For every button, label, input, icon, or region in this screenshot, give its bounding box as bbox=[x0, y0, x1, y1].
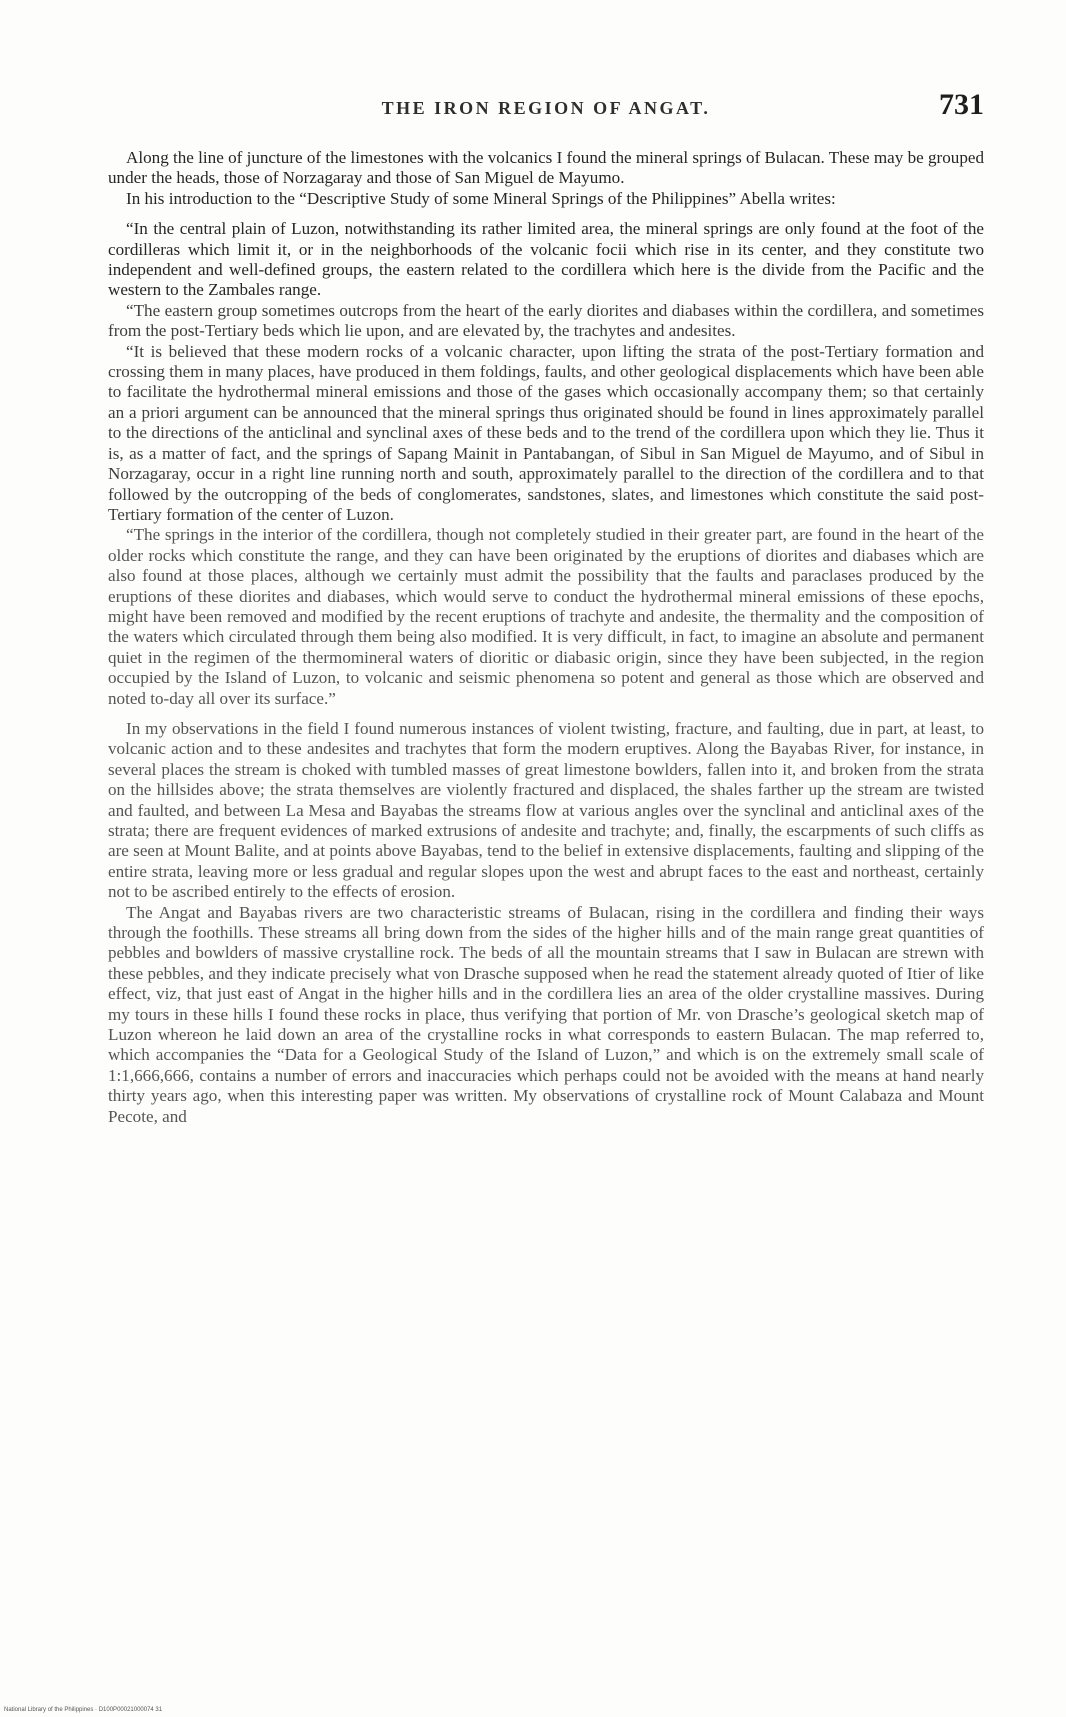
running-title: THE IRON REGION OF ANGAT. bbox=[381, 98, 711, 118]
page-header bbox=[108, 88, 984, 128]
body-text bbox=[108, 148, 984, 1127]
quote-central-plain: “In the central plain of Luzon, notwithstanding its rather limited area, the mineral springs are only found at the foot of the cordilleras which limit it, or in the neighborhoods of the volcanic focii which rise in its center, and they constitute two independent and well-defined groups, the eastern related to the cordillera which here is the divide from the Pacific and the western to the Zambales range. bbox=[108, 219, 984, 300]
library-footer: National Library of the Philippines · D100P00021000074 31 bbox=[4, 1707, 163, 1713]
paragraph-field-observations: In my observations in the field I found numerous instances of violent twisting, fracture, and faulting, due in part, at least, to volcanic action and to these andesites and trachytes that form the modern eruptives. Along the Bayabas River, for instance, in several places the stream is choked with tumbled masses of great limestone bowlders, fallen into it, and broken from the strata on the hillsides above; the strata themselves are violently fractured and displaced, the shales farther up the stream are twisted and faulted, and between La Mesa and Bayabas the streams flow at various angles over the synclinal and anticlinal axes of the strata; there are frequent evidences of marked extrusions of andesite and trachyte; and, finally, the escarpments of such cliffs as are seen at Mount Balite, and at points above Bayabas, tend to the belief in extensive displacements, faulting and slipping of the entire strata, leaving more or less gradual and regular slopes upon the west and abrupt faces to the east and northeast, certainly not to be ascribed entirely to the effects of erosion. bbox=[108, 718, 984, 902]
quote-eastern-group: “The eastern group sometimes outcrops from the heart of the early diorites and diabases within the cordillera, and sometimes from the post-Tertiary beds which lie upon, and are elevated by, the trachytes and andesites. bbox=[108, 300, 984, 341]
quote-springs-interior: “The springs in the interior of the cordillera, though not completely studied in their greater part, are found in the heart of the older rocks which constitute the range, and they can have been originated by the eruptions of diorites and diabases which are also found at those places, although we certainly must admit the possibility that the faults and paraclases produced by the eruptions of these diorites and diabases, which would serve to conduct the hydrothermal mineral emissions of these epochs, might have been removed and modified by the recent eruptions of trachyte and andesite, the thermality and the composition of the waters which circulated through them being also modified. It is very difficult, in fact, to imagine an absolute and permanent quiet in the regimen of the thermomineral waters of dioritic or diabasic origin, since they have been subjected, in the region occupied by the Island of Luzon, to volcanic and seismic phenomena so potent and general as those which are observed and noted to-day all over its surface.” bbox=[108, 525, 984, 708]
page-number: 731 bbox=[939, 88, 984, 121]
paragraph-abella-intro: In his introduction to the “Descriptive Study of some Mineral Springs of the Philippines” Abella writes: bbox=[126, 188, 836, 208]
quote-modern-rocks: “It is believed that these modern rocks of a volcanic character, upon lifting the strata of the post-Tertiary formation and crossing them in many places, have produced in them foldings, faults, and other geological displacements which have been able to facilitate the hydrothermal mineral emissions and those of the gases which occasionally accompany them; so that certainly an a priori argument can be announced that the mineral springs thus originated should be found in lines approximately parallel to the directions of the anticlinal and synclinal axes of these beds and to the trend of the cordillera upon which they lie. Thus it is, as a matter of fact, and the springs of Sapang Mainit in Pantabangan, of Sibul in San Miguel de Mayumo, and of Sibul in Norzagaray, occur in a right line running north and south, approximately parallel to the direction of the cordillera and to that followed by the outcropping of the beds of conglomerates, sandstones, slates, and limestones which constitute the said post-Tertiary formation of the center of Luzon. bbox=[108, 341, 984, 524]
paragraph-angat-bayabas: The Angat and Bayabas rivers are two characteristic streams of Bulacan, rising in the cordillera and finding their ways through the foothills. These streams all bring down from the sides of the higher hills and of the main range great quantities of pebbles and bowlders of massive crystalline rock. The beds of all the mountain streams that I saw in Bulacan are strewn with these pebbles, and they indicate precisely what von Drasche supposed when he read the statement already quoted of Itier of like effect, viz, that just east of Angat in the higher hills and in the cordillera lies an area of the older crystalline massives. During my tours in these hills I found these rocks in place, thus verifying that portion of Mr. von Drasche’s geological sketch map of Luzon whereon he laid down an area of the crystalline rocks in what corresponds to eastern Bulacan. The map referred to, which accompanies the “Data for a Geological Study of the Island of Luzon,” and which is on the extremely small scale of 1:1,666,666, contains a number of errors and inaccuracies which perhaps could not be avoided with the means at hand nearly thirty years ago, when this interesting paper was written. My observations of crystalline rock of Mount Calabaza and Mount Pecote, and bbox=[108, 902, 984, 1126]
paragraph-mineral-springs: Along the line of juncture of the limestones with the volcanics I found the mineral springs of Bulacan. These may be grouped under the heads, those of Norzagaray and those of San Miguel de Mayumo. bbox=[108, 148, 984, 188]
